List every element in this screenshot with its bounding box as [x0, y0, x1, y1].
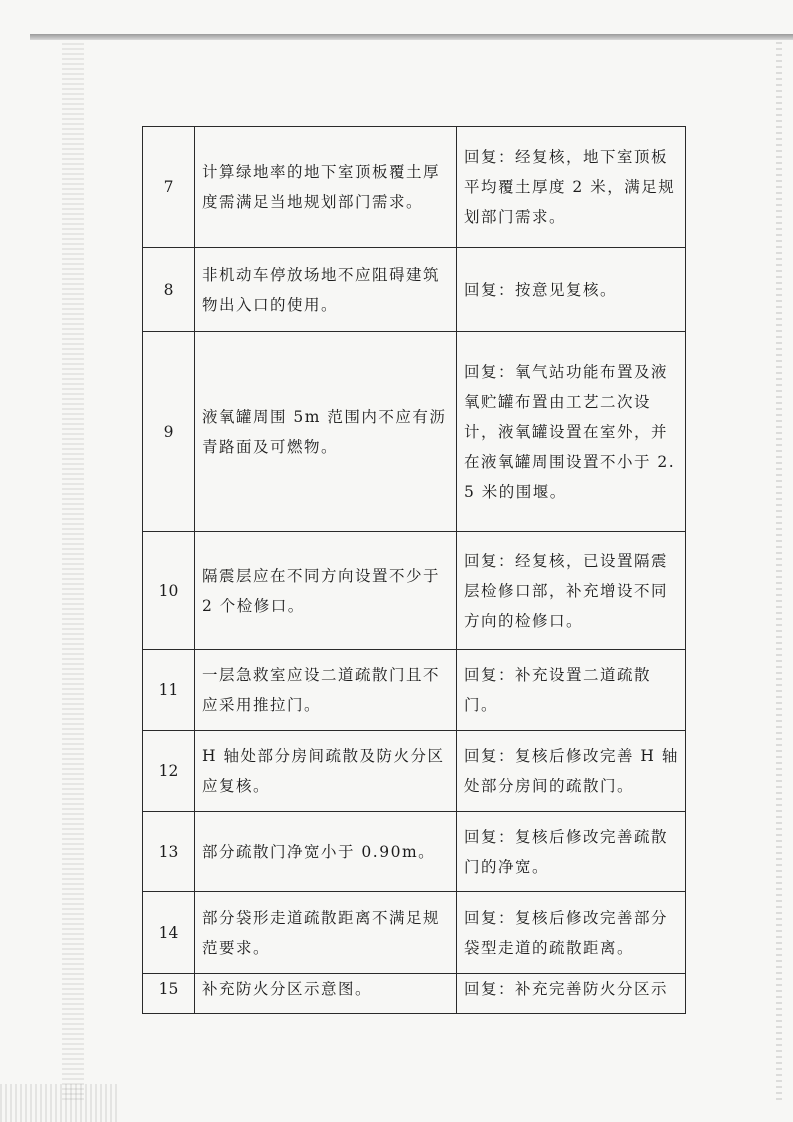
reply-text: 回复：复核后修改完善 H 轴处部分房间的疏散门。 — [457, 731, 686, 812]
table-row — [143, 974, 686, 1014]
reply-text: 回复：氧气站功能布置及液氧贮罐布置由工艺二次设计，液氧罐设置在室外，并在液氧罐周围设置不小于 2.5 米的围堰。 — [457, 332, 686, 532]
table-row — [143, 248, 686, 332]
review-comment: 一层急救室应设二道疏散门且不应采用推拉门。 — [195, 650, 457, 731]
scan-edge-right — [776, 40, 782, 1100]
row-number: 13 — [143, 812, 195, 892]
reply-text: 回复：复核后修改完善疏散门的净宽。 — [457, 812, 686, 892]
reply-text: 回复：复核后修改完善部分袋型走道的疏散距离。 — [457, 892, 686, 974]
row-number: 8 — [143, 248, 195, 332]
reply-text: 回复：经复核，地下室顶板平均覆土厚度 2 米，满足规划部门需求。 — [457, 127, 686, 248]
review-comment: 计算绿地率的地下室顶板覆土厚度需满足当地规划部门需求。 — [195, 127, 457, 248]
table-row — [143, 731, 686, 812]
row-number: 11 — [143, 650, 195, 731]
review-comment: 部分疏散门净宽小于 0.90m。 — [195, 812, 457, 892]
review-comment: H 轴处部分房间疏散及防火分区应复核。 — [195, 731, 457, 812]
row-number: 9 — [143, 332, 195, 532]
scan-edge-left — [62, 40, 84, 1100]
reply-text: 回复：补充设置二道疏散门。 — [457, 650, 686, 731]
table-row — [143, 812, 686, 892]
reply-text: 回复：经复核，已设置隔震层检修口部，补充增设不同方向的检修口。 — [457, 532, 686, 650]
row-number: 15 — [143, 974, 195, 1014]
scan-edge-top — [30, 34, 793, 40]
row-number: 10 — [143, 532, 195, 650]
reply-text: 回复：补充完善防火分区示 — [457, 974, 686, 1014]
review-comment: 补充防火分区示意图。 — [195, 974, 457, 1014]
table-row — [143, 650, 686, 731]
review-comment: 隔震层应在不同方向设置不少于 2 个检修口。 — [195, 532, 457, 650]
review-comment: 部分袋形走道疏散距离不满足规范要求。 — [195, 892, 457, 974]
table-row — [143, 332, 686, 532]
table-row — [143, 127, 686, 248]
review-response-table — [142, 126, 686, 1014]
row-number: 7 — [143, 127, 195, 248]
table-row — [143, 892, 686, 974]
row-number: 12 — [143, 731, 195, 812]
review-comment: 非机动车停放场地不应阻碍建筑物出入口的使用。 — [195, 248, 457, 332]
reply-text: 回复：按意见复核。 — [457, 248, 686, 332]
row-number: 14 — [143, 892, 195, 974]
scan-edge-bottom — [0, 1084, 120, 1122]
table-row — [143, 532, 686, 650]
review-comment: 液氧罐周围 5m 范围内不应有沥青路面及可燃物。 — [195, 332, 457, 532]
